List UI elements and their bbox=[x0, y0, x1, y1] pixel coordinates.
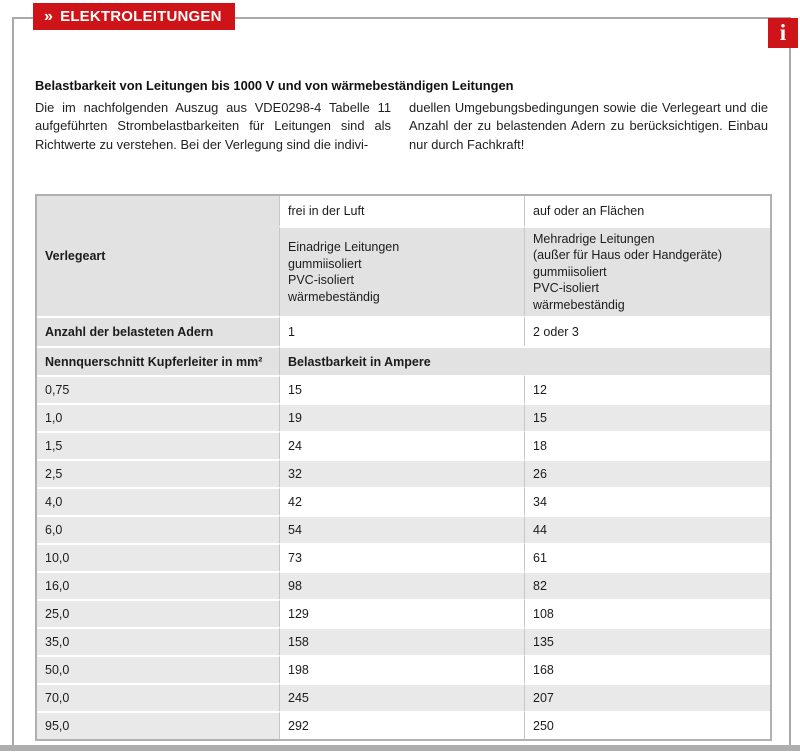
cell-ampere-frei-in-der-luft: 198 bbox=[279, 655, 524, 683]
table-row bbox=[37, 571, 770, 599]
subheader-line: (außer für Haus oder Handgeräte) bbox=[533, 248, 722, 263]
cell-ampere-frei-in-der-luft: 19 bbox=[279, 403, 524, 431]
subheader-einadrige-leitungen bbox=[279, 226, 524, 316]
cell-nennquerschnitt: 2,5 bbox=[37, 459, 279, 487]
cell-nennquerschnitt: 10,0 bbox=[37, 543, 279, 571]
belastbarkeit-label: Belastbarkeit in Ampere bbox=[279, 346, 770, 375]
cell-nennquerschnitt: 25,0 bbox=[37, 599, 279, 627]
subheader-line: Mehradrige Leitungen bbox=[533, 231, 655, 246]
header-auf-oder-an-flaechen: auf oder an Flächen bbox=[524, 196, 770, 226]
cell-ampere-auf-oder-an-flaechen: 34 bbox=[524, 487, 770, 515]
subheader-line: PVC-isoliert bbox=[533, 281, 599, 296]
load-capacity-table bbox=[35, 194, 772, 741]
nennquerschnitt-label: Nennquerschnitt Kupferleiter in mm² bbox=[37, 346, 279, 375]
table-row bbox=[37, 375, 770, 403]
table-row bbox=[37, 655, 770, 683]
table-body bbox=[37, 196, 770, 739]
table-row bbox=[37, 543, 770, 571]
cell-nennquerschnitt: 35,0 bbox=[37, 627, 279, 655]
table-row bbox=[37, 487, 770, 515]
cell-ampere-frei-in-der-luft: 24 bbox=[279, 431, 524, 459]
cell-ampere-auf-oder-an-flaechen: 250 bbox=[524, 711, 770, 739]
table-row bbox=[37, 403, 770, 431]
cell-nennquerschnitt: 1,0 bbox=[37, 403, 279, 431]
cell-ampere-frei-in-der-luft: 73 bbox=[279, 543, 524, 571]
cell-ampere-frei-in-der-luft: 158 bbox=[279, 627, 524, 655]
subheader-line: wärmebeständig bbox=[288, 289, 380, 304]
table-row bbox=[37, 627, 770, 655]
cell-ampere-frei-in-der-luft: 129 bbox=[279, 599, 524, 627]
cell-ampere-auf-oder-an-flaechen: 135 bbox=[524, 627, 770, 655]
cell-ampere-frei-in-der-luft: 245 bbox=[279, 683, 524, 711]
cell-ampere-auf-oder-an-flaechen: 26 bbox=[524, 459, 770, 487]
adern-row bbox=[37, 316, 770, 346]
cell-ampere-auf-oder-an-flaechen: 82 bbox=[524, 571, 770, 599]
cell-nennquerschnitt: 16,0 bbox=[37, 571, 279, 599]
cell-nennquerschnitt: 50,0 bbox=[37, 655, 279, 683]
cell-ampere-auf-oder-an-flaechen: 207 bbox=[524, 683, 770, 711]
subheader-line: gummiisoliert bbox=[288, 256, 362, 271]
subheader-line: PVC-isoliert bbox=[288, 273, 354, 287]
cell-nennquerschnitt: 0,75 bbox=[37, 375, 279, 403]
cell-ampere-frei-in-der-luft: 98 bbox=[279, 571, 524, 599]
intro-text bbox=[35, 99, 768, 154]
header-frei-in-der-luft: frei in der Luft bbox=[279, 196, 524, 226]
cell-ampere-frei-in-der-luft: 42 bbox=[279, 487, 524, 515]
cell-ampere-frei-in-der-luft: 32 bbox=[279, 459, 524, 487]
table-row bbox=[37, 711, 770, 739]
subheader-mehradrige-leitungen bbox=[524, 226, 770, 316]
cell-ampere-auf-oder-an-flaechen: 61 bbox=[524, 543, 770, 571]
page-bottom-edge bbox=[0, 745, 800, 751]
subheader-line: Einadrige Leitungen bbox=[288, 240, 400, 254]
cell-ampere-frei-in-der-luft: 292 bbox=[279, 711, 524, 739]
cell-ampere-auf-oder-an-flaechen: 44 bbox=[524, 515, 770, 543]
cell-ampere-frei-in-der-luft: 15 bbox=[279, 375, 524, 403]
table-row bbox=[37, 515, 770, 543]
cell-ampere-frei-in-der-luft: 54 bbox=[279, 515, 524, 543]
table-row bbox=[37, 599, 770, 627]
cell-ampere-auf-oder-an-flaechen: 108 bbox=[524, 599, 770, 627]
cell-nennquerschnitt: 6,0 bbox=[37, 515, 279, 543]
table-header-row bbox=[37, 196, 770, 226]
section-banner-label: ELEKTROLEITUNGEN bbox=[60, 8, 222, 25]
cell-ampere-auf-oder-an-flaechen: 168 bbox=[524, 655, 770, 683]
adern-value-2-oder-3: 2 oder 3 bbox=[524, 316, 770, 346]
section-banner bbox=[33, 3, 235, 30]
info-icon: i bbox=[768, 18, 798, 48]
cell-nennquerschnitt: 1,5 bbox=[37, 431, 279, 459]
adern-value-1: 1 bbox=[279, 316, 524, 346]
intro-text-right-column: duellen Umgebungsbedingungen sowie die Verlegeart und die Anzahl der zu belastenden Adern zu berücksichtigen. Einbau nur durch Fachkraft! bbox=[409, 100, 768, 152]
chevron-right-icon: » bbox=[44, 7, 54, 25]
table-row bbox=[37, 431, 770, 459]
cell-ampere-auf-oder-an-flaechen: 18 bbox=[524, 431, 770, 459]
cell-nennquerschnitt: 95,0 bbox=[37, 711, 279, 739]
header-verlegeart: Verlegeart bbox=[37, 196, 279, 316]
cell-nennquerschnitt: 70,0 bbox=[37, 683, 279, 711]
adern-label: Anzahl der belasteten Adern bbox=[37, 316, 279, 346]
table-row bbox=[37, 459, 770, 487]
cell-ampere-auf-oder-an-flaechen: 15 bbox=[524, 403, 770, 431]
intro-text-left-column: Die im nachfolgenden Auszug aus VDE0298-4 Tabelle 11 aufgeführten Strombelastbarkeiten für Leitungen sind als Richtwerte zu verstehen. Bei der Verlegung sind die indivi- bbox=[35, 100, 391, 152]
subheader-line: gummiisoliert bbox=[533, 264, 607, 279]
units-row bbox=[37, 346, 770, 375]
table-row bbox=[37, 683, 770, 711]
subheader-line: wärmebeständig bbox=[533, 297, 625, 312]
cell-ampere-auf-oder-an-flaechen: 12 bbox=[524, 375, 770, 403]
intro-title: Belastbarkeit von Leitungen bis 1000 V und von wärmebeständigen Leitungen bbox=[35, 78, 514, 93]
cell-nennquerschnitt: 4,0 bbox=[37, 487, 279, 515]
